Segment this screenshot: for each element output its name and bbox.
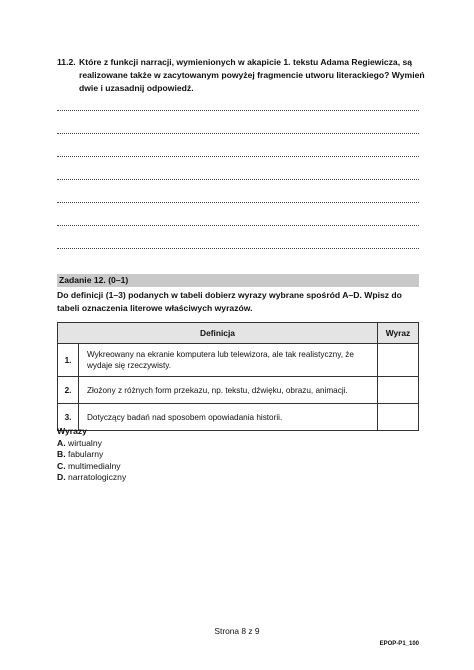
answer-line[interactable] — [57, 179, 419, 180]
list-item — [57, 461, 126, 473]
task-12-header: Zadanie 12. (0–1) — [57, 274, 419, 287]
row-number: 1. — [58, 344, 79, 377]
words-title: Wyrazy — [57, 426, 87, 436]
word-letter: D. — [57, 472, 66, 482]
task-11-2-question — [57, 56, 427, 95]
answer-line[interactable] — [57, 202, 419, 203]
answer-line[interactable] — [57, 133, 419, 134]
task-11-2-text: Które z funkcji narracji, wymienionych w akapicie 1. tekstu Adama Regiewicza, są realizowane także w zacytowanym powyżej fragmencie utworu literackiego? Wymień dwie i uzasadnij odpowiedź. — [79, 57, 425, 93]
list-item — [57, 438, 126, 450]
row-word-answer-cell[interactable] — [378, 377, 419, 404]
table-row — [58, 377, 419, 404]
exam-code: EPOP-P1_100 — [379, 641, 419, 647]
word-text: multimedialny — [67, 460, 121, 471]
word-text: narratologiczny — [67, 472, 127, 482]
definitions-table — [57, 322, 419, 431]
word-text: wirtualny — [67, 437, 102, 448]
word-letter: B. — [57, 449, 66, 459]
row-definition: Dotyczący badań nad sposobem opowiadania historii. — [79, 404, 378, 431]
answer-line[interactable] — [57, 110, 419, 111]
row-number: 2. — [58, 377, 79, 404]
list-item — [57, 449, 126, 461]
word-column-header: Wyraz — [378, 323, 419, 344]
row-definition: Złożony z różnych form przekazu, np. tekstu, dźwięku, obrazu, animacji. — [79, 377, 378, 404]
answer-line[interactable] — [57, 225, 419, 226]
table-row — [58, 344, 419, 377]
page-number: Strona 8 z 9 — [214, 626, 260, 636]
row-definition: Wykreowany na ekranie komputera lub telewizora, ale tak realistyczny, że wydaje się rzeczywisty. — [79, 344, 378, 377]
row-number: 3. — [58, 404, 79, 431]
word-text: fabularny — [67, 449, 104, 459]
task-11-2-number: 11.2. — [57, 57, 76, 67]
answer-line[interactable] — [57, 248, 419, 249]
answer-line[interactable] — [57, 156, 419, 157]
task-12-instruction: Do definicji (1–3) podanych w tabeli dobierz wyrazy wybrane spośród A–D. Wpisz do tabeli oznaczenia literowe właściwych wyrazów. — [57, 290, 402, 313]
definition-column-header: Definicja — [58, 323, 378, 344]
list-item — [57, 472, 126, 484]
row-word-answer-cell[interactable] — [378, 344, 419, 377]
row-word-answer-cell[interactable] — [378, 404, 419, 431]
word-letter: C. — [57, 460, 66, 471]
word-letter: A. — [57, 437, 66, 448]
words-list — [57, 426, 126, 484]
